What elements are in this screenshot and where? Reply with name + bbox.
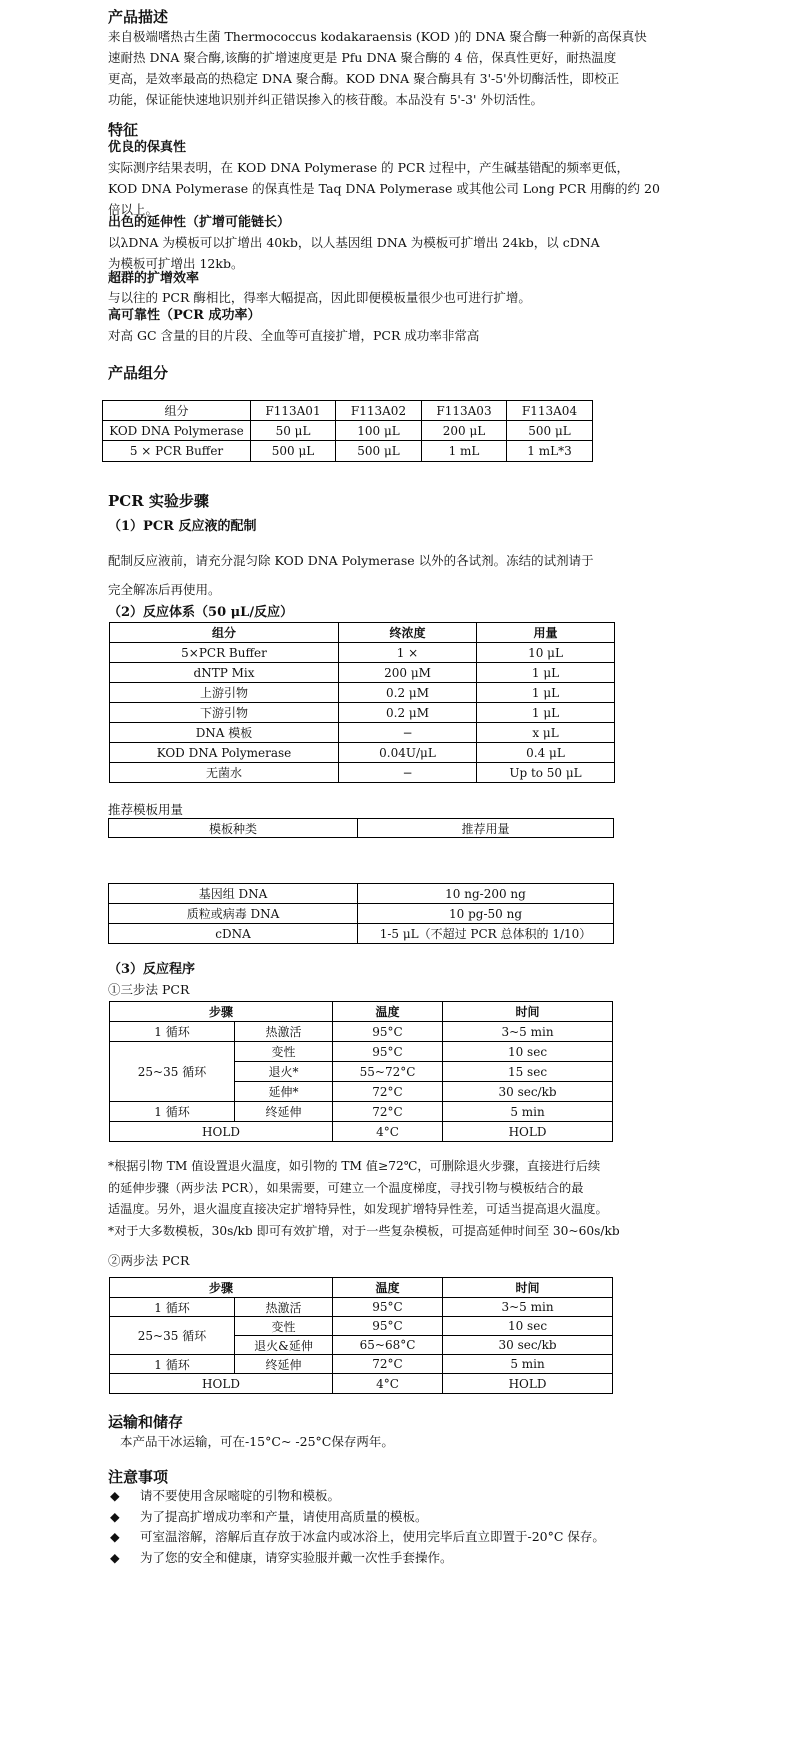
table-row bbox=[109, 904, 614, 924]
table-header: F113A03 bbox=[422, 401, 507, 421]
table-cell: KOD DNA Polymerase bbox=[110, 743, 339, 763]
table-cell: 4°C bbox=[333, 1122, 443, 1142]
table-cell: 5×PCR Buffer bbox=[110, 643, 339, 663]
table-row bbox=[103, 421, 593, 441]
table-row bbox=[110, 723, 615, 743]
table-cell: 热激活 bbox=[235, 1298, 333, 1317]
template-table bbox=[108, 883, 614, 944]
table-cell: 30 sec/kb bbox=[443, 1082, 613, 1102]
table-cell: Up to 50 μL bbox=[477, 763, 615, 783]
table-cell: 25~35 循环 bbox=[110, 1317, 235, 1355]
table-cell: 50 μL bbox=[251, 421, 336, 441]
list-item bbox=[108, 1486, 605, 1507]
table-cell: 0.04U/μL bbox=[339, 743, 477, 763]
text-line: 速耐热 DNA 聚合酶,该酶的扩增速度更是 Pfu DNA 聚合酶的 4 倍，保真性更好，耐热温度 bbox=[108, 50, 617, 65]
table-cell: 4°C bbox=[333, 1374, 443, 1394]
table-row bbox=[110, 1102, 613, 1122]
table-cell: HOLD bbox=[443, 1122, 613, 1142]
table-cell: 上游引物 bbox=[110, 683, 339, 703]
table-cell: 变性 bbox=[235, 1042, 333, 1062]
table-header-row bbox=[110, 623, 615, 643]
table-header: F113A01 bbox=[251, 401, 336, 421]
table-cell: 200 μL bbox=[422, 421, 507, 441]
diamond-bullet-icon: ◆ bbox=[110, 1529, 120, 1544]
table-cell: 1 μL bbox=[477, 683, 615, 703]
table-cell: 1 循环 bbox=[110, 1298, 235, 1317]
table-cell: 10 μL bbox=[477, 643, 615, 663]
table-cell: 100 μL bbox=[336, 421, 422, 441]
table-cell: − bbox=[339, 723, 477, 743]
table-row bbox=[110, 1317, 613, 1336]
table-header: 步骤 bbox=[110, 1278, 333, 1298]
table-cell: 0.4 μL bbox=[477, 743, 615, 763]
table-cell: 退火&延伸 bbox=[235, 1336, 333, 1355]
table-cell: 95°C bbox=[333, 1317, 443, 1336]
table-cell: 10 sec bbox=[443, 1317, 613, 1336]
diamond-bullet-icon: ◆ bbox=[110, 1549, 120, 1565]
text-line: 倍以上。 bbox=[108, 202, 159, 217]
table-header-row bbox=[109, 819, 614, 838]
table-cell: 1 mL*3 bbox=[507, 441, 593, 462]
list-item-text: 请不要使用含尿嘧啶的引物和模板。 bbox=[140, 1488, 341, 1503]
table-cell: 55~72°C bbox=[333, 1062, 443, 1082]
table-cell: 1 × bbox=[339, 643, 477, 663]
list-item bbox=[108, 1507, 605, 1528]
table-row bbox=[110, 683, 615, 703]
table-cell: 5 min bbox=[443, 1102, 613, 1122]
table-cell: 95°C bbox=[333, 1298, 443, 1317]
table-cell: 500 μL bbox=[507, 421, 593, 441]
table-row bbox=[103, 441, 593, 462]
table-cell: 5 × PCR Buffer bbox=[103, 441, 251, 462]
table-cell: 72°C bbox=[333, 1102, 443, 1122]
table-cell: 终延伸 bbox=[235, 1102, 333, 1122]
table-cell: DNA 模板 bbox=[110, 723, 339, 743]
table-cell: 0.2 μM bbox=[339, 683, 477, 703]
table-header: 时间 bbox=[443, 1002, 613, 1022]
text-line: 以λDNA 为模板可以扩增出 40kb，以人基因组 DNA 为模板可扩增出 24kb，以 cDNA bbox=[108, 235, 600, 250]
three-step-title: ①三步法 PCR bbox=[108, 982, 190, 997]
table-header: 步骤 bbox=[110, 1002, 333, 1022]
table-cell: 200 μM bbox=[339, 663, 477, 683]
table-header: 模板种类 bbox=[109, 819, 358, 838]
table-cell: 1 循环 bbox=[110, 1102, 235, 1122]
table-cell: 1 循环 bbox=[110, 1022, 235, 1042]
table-cell: 热激活 bbox=[235, 1022, 333, 1042]
template-section-title: 推荐模板用量 bbox=[108, 802, 184, 817]
table-cell: 10 pg-50 ng bbox=[358, 904, 614, 924]
table-cell: 25~35 循环 bbox=[110, 1042, 235, 1102]
text-line: 功能，保证能快速地识别并纠正错误掺入的核苷酸。本品没有 5'-3' 外切活性。 bbox=[108, 92, 543, 107]
table-cell: 延伸* bbox=[235, 1082, 333, 1102]
table-row bbox=[110, 1374, 613, 1394]
components-table bbox=[102, 400, 593, 462]
text-line: 来自极端嗜热古生菌 Thermococcus kodakaraensis (KOD )的 DNA 聚合酶一种新的高保真快 bbox=[108, 29, 647, 44]
table-row bbox=[110, 1042, 613, 1062]
table-row bbox=[110, 663, 615, 683]
table-cell: 5 min bbox=[443, 1355, 613, 1374]
note-line: 的延伸步骤（两步法 PCR），如果需要，可建立一个温度梯度，寻找引物与模板结合的最 bbox=[108, 1180, 584, 1195]
note-line: *对于大多数模板，30s/kb 即可有效扩增，对于一些复杂模板，可提高延伸时间至 30~60s/kb bbox=[108, 1223, 620, 1238]
feature-title-fidelity: 优良的保真性 bbox=[108, 140, 187, 155]
table-row bbox=[110, 1122, 613, 1142]
table-header-row bbox=[110, 1002, 613, 1022]
table-cell: − bbox=[339, 763, 477, 783]
table-header: 组分 bbox=[103, 401, 251, 421]
step-title-prep: （1）PCR 反应液的配制 bbox=[108, 519, 257, 534]
table-cell: 500 μL bbox=[251, 441, 336, 462]
feature-title-reliability: 高可靠性（PCR 成功率） bbox=[108, 308, 261, 323]
table-cell: 500 μL bbox=[336, 441, 422, 462]
section-title-notice: 注意事项 bbox=[108, 1468, 169, 1486]
table-header-row bbox=[110, 1278, 613, 1298]
table-header: 温度 bbox=[333, 1002, 443, 1022]
table-row bbox=[110, 1355, 613, 1374]
table-header: F113A04 bbox=[507, 401, 593, 421]
table-cell: x μL bbox=[477, 723, 615, 743]
table-cell: 1 循环 bbox=[110, 1355, 235, 1374]
table-cell: 1 mL bbox=[422, 441, 507, 462]
table-cell: 无菌水 bbox=[110, 763, 339, 783]
table-cell: 95°C bbox=[333, 1042, 443, 1062]
section-title-storage: 运输和储存 bbox=[108, 1413, 184, 1431]
list-item-text: 为了您的安全和健康，请穿实验服并戴一次性手套操作。 bbox=[140, 1549, 453, 1565]
table-row bbox=[110, 643, 615, 663]
table-cell: 终延伸 bbox=[235, 1355, 333, 1374]
feature-text-fidelity bbox=[108, 157, 660, 220]
table-row bbox=[109, 924, 614, 944]
table-cell: 1-5 μL（不超过 PCR 总体积的 1/10） bbox=[358, 924, 614, 944]
notice-list bbox=[108, 1486, 605, 1568]
text-line: 实际测序结果表明，在 KOD DNA Polymerase 的 PCR 过程中，产生碱基错配的频率更低， bbox=[108, 160, 629, 175]
description-text bbox=[108, 26, 647, 110]
step-text-prep bbox=[108, 546, 594, 604]
table-cell: 30 sec/kb bbox=[443, 1336, 613, 1355]
table-row bbox=[110, 1298, 613, 1317]
table-cell: 10 ng-200 ng bbox=[358, 884, 614, 904]
table-header: 用量 bbox=[477, 623, 615, 643]
table-cell: cDNA bbox=[109, 924, 358, 944]
table-header: 组分 bbox=[110, 623, 339, 643]
table-cell: 0.2 μM bbox=[339, 703, 477, 723]
table-cell: 15 sec bbox=[443, 1062, 613, 1082]
table-cell: 1 μL bbox=[477, 663, 615, 683]
table-header-row bbox=[103, 401, 593, 421]
table-cell: HOLD bbox=[110, 1374, 333, 1394]
list-item bbox=[108, 1548, 605, 1569]
table-cell: 72°C bbox=[333, 1355, 443, 1374]
table-cell: 基因组 DNA bbox=[109, 884, 358, 904]
table-header: 终浓度 bbox=[339, 623, 477, 643]
feature-title-efficiency: 超群的扩增效率 bbox=[108, 271, 200, 286]
table-cell: 1 μL bbox=[477, 703, 615, 723]
template-header-table bbox=[108, 818, 614, 838]
table-cell: KOD DNA Polymerase bbox=[103, 421, 251, 441]
two-step-title: ②两步法 PCR bbox=[108, 1253, 190, 1268]
table-cell: 95°C bbox=[333, 1022, 443, 1042]
text-line: KOD DNA Polymerase 的保真性是 Taq DNA Polymerase 或其他公司 Long PCR 用酶的约 20 bbox=[108, 181, 660, 196]
diamond-bullet-icon: ◆ bbox=[110, 1488, 120, 1503]
table-row bbox=[110, 1022, 613, 1042]
section-title-features: 特征 bbox=[108, 121, 139, 139]
table-cell: 退火* bbox=[235, 1062, 333, 1082]
table-row bbox=[109, 884, 614, 904]
list-item-text: 为了提高扩增成功率和产量，请使用高质量的模板。 bbox=[140, 1508, 428, 1524]
two-step-table bbox=[109, 1277, 613, 1394]
table-row bbox=[110, 743, 615, 763]
table-cell: 下游引物 bbox=[110, 703, 339, 723]
table-row bbox=[110, 703, 615, 723]
note-line: *根据引物 TM 值设置退火温度，如引物的 TM 值≥72℃，可删除退火步骤，直接进行后续 bbox=[108, 1159, 601, 1173]
table-cell: 65~68°C bbox=[333, 1336, 443, 1355]
table-cell: 3~5 min bbox=[443, 1022, 613, 1042]
three-step-table bbox=[109, 1001, 613, 1142]
section-title-components: 产品组分 bbox=[108, 364, 169, 382]
text-line: 更高，是效率最高的热稳定 DNA 聚合酶。KOD DNA 聚合酶具有 3'-5'外切酶活性，即校正 bbox=[108, 71, 620, 86]
feature-text-reliability: 对高 GC 含量的目的片段、全血等可直接扩增，PCR 成功率非常高 bbox=[108, 328, 480, 343]
diamond-bullet-icon: ◆ bbox=[110, 1508, 120, 1524]
table-cell: 变性 bbox=[235, 1317, 333, 1336]
table-cell: HOLD bbox=[110, 1122, 333, 1142]
table-header: 时间 bbox=[443, 1278, 613, 1298]
table-header: 温度 bbox=[333, 1278, 443, 1298]
section-title-steps: PCR 实验步骤 bbox=[108, 492, 209, 510]
section-title-description: 产品描述 bbox=[108, 8, 169, 26]
table-cell: dNTP Mix bbox=[110, 663, 339, 683]
list-item-text: 可室温溶解，溶解后直存放于冰盒内或冰浴上，使用完毕后直立即置于-20°C 保存。 bbox=[140, 1529, 605, 1544]
table-header: F113A02 bbox=[336, 401, 422, 421]
table-cell: 质粒或病毒 DNA bbox=[109, 904, 358, 924]
reaction-table bbox=[109, 622, 615, 783]
note-line: 适温度。另外，退火温度直接决定扩增特异性，如发现扩增特异性差，可适当提高退火温度。 bbox=[108, 1202, 608, 1216]
storage-text: 本产品干冰运输，可在-15°C~ -25°C保存两年。 bbox=[120, 1434, 394, 1449]
feature-text-efficiency: 与以往的 PCR 酶相比，得率大幅提高，因此即便模板量很少也可进行扩增。 bbox=[108, 290, 531, 305]
table-row bbox=[110, 763, 615, 783]
table-cell: 3~5 min bbox=[443, 1298, 613, 1317]
step-title-program: （3）反应程序 bbox=[108, 962, 196, 977]
table-header: 推荐用量 bbox=[358, 819, 614, 838]
table-cell: HOLD bbox=[443, 1374, 613, 1394]
text-line: 配制反应液前，请充分混匀除 KOD DNA Polymerase 以外的各试剂。冻结的试剂请于 bbox=[108, 553, 594, 568]
table-cell: 10 sec bbox=[443, 1042, 613, 1062]
table-cell: 72°C bbox=[333, 1082, 443, 1102]
step-title-reaction: （2）反应体系（50 μL/反应） bbox=[108, 605, 294, 620]
feature-title-extension: 出色的延伸性（扩增可能链长） bbox=[108, 215, 291, 230]
list-item bbox=[108, 1527, 605, 1548]
text-line: 完全解冻后再使用。 bbox=[108, 582, 221, 597]
program-notes bbox=[108, 1156, 620, 1242]
text-line: 为模板可扩增出 12kb。 bbox=[108, 256, 244, 271]
feature-text-extension bbox=[108, 232, 600, 274]
